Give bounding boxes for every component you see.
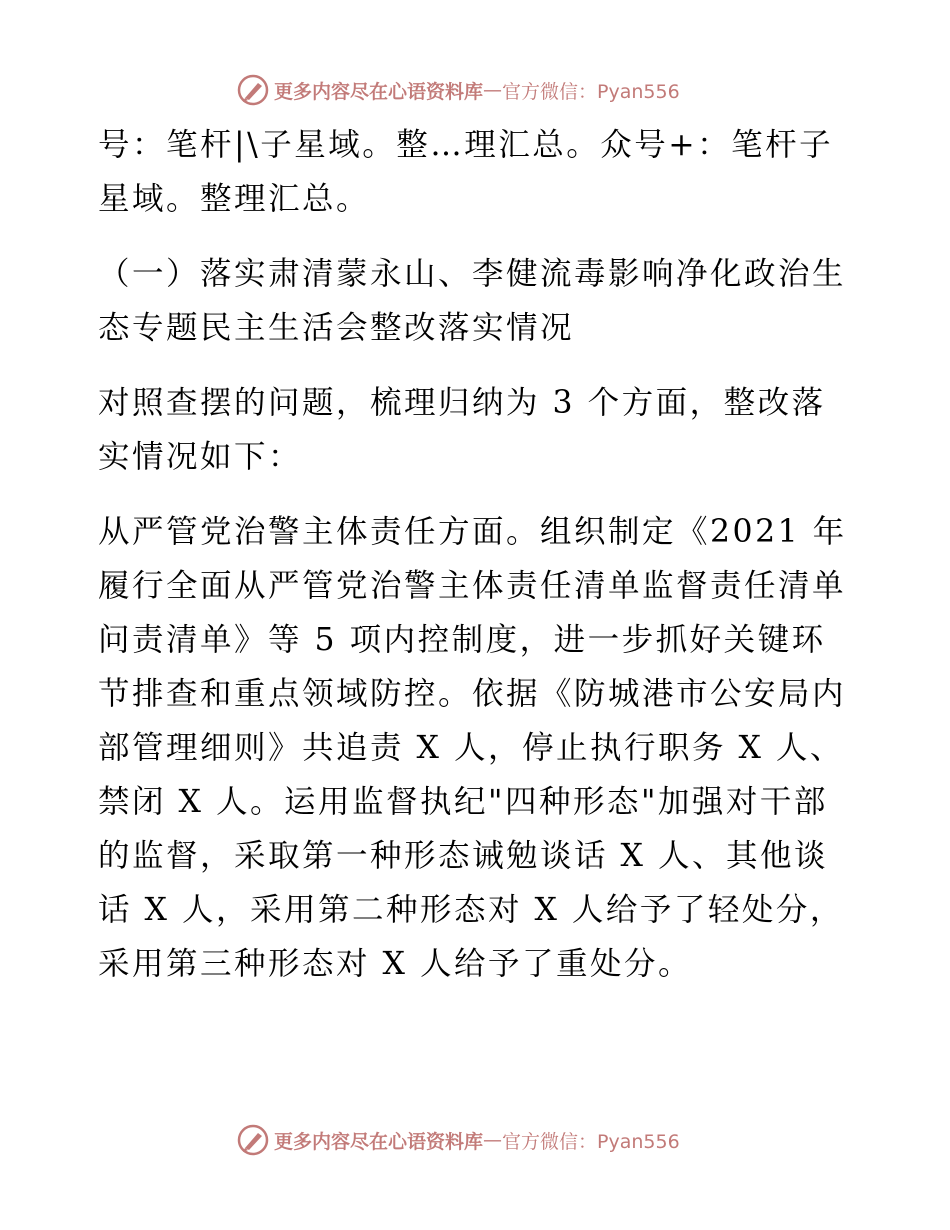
pen-logo-icon xyxy=(236,1123,270,1157)
header-watermark xyxy=(236,72,680,108)
footer-watermark xyxy=(236,1122,680,1158)
paragraph-3: 对照查摆的问题，梳理归纳为 3 个方面，整改落实情况如下： xyxy=(98,385,826,475)
watermark-separator: — xyxy=(483,1129,503,1151)
watermark-brand: 更多内容尽在心语资料库 xyxy=(274,1130,484,1153)
paragraph-4: 从严管党治警主体责任方面。组织制定《2021 年履行全面从严管党治警主体责任清单监督责任清单问责清单》等 5 项内控制度，进一步抓好关键环节排查和重点领域防控。依据《防城港市公安局内部管理细则》共追责 X 人，停止执行职务 X 人、禁闭 X 人。运用监督执纪"四种形态"加强对干部的监督，采取第一种形态诫勉谈话 X 人、其他谈话 X 人，采用第二种形态对 X 人给予了轻处分，采用第三种形态对 X 人给予了重处分。 xyxy=(98,514,847,982)
watermark-brand: 更多内容尽在心语资料库 xyxy=(274,80,484,103)
paragraph-heading: （一）落实肃清蒙永山、李健流毒影响净化政治生态专题民主生活会整改落实情况 xyxy=(98,256,847,346)
paragraph-1: 号：笔杆|\子星域。整…理汇总。众号+：笔杆子星域。整理汇总。 xyxy=(98,127,834,217)
watermark-contact: 官方微信：Pyan556 xyxy=(502,80,680,103)
watermark-contact: 官方微信：Pyan556 xyxy=(502,1130,680,1153)
document-body xyxy=(98,118,858,1012)
watermark-separator: — xyxy=(483,79,503,101)
pen-logo-icon xyxy=(236,73,270,107)
